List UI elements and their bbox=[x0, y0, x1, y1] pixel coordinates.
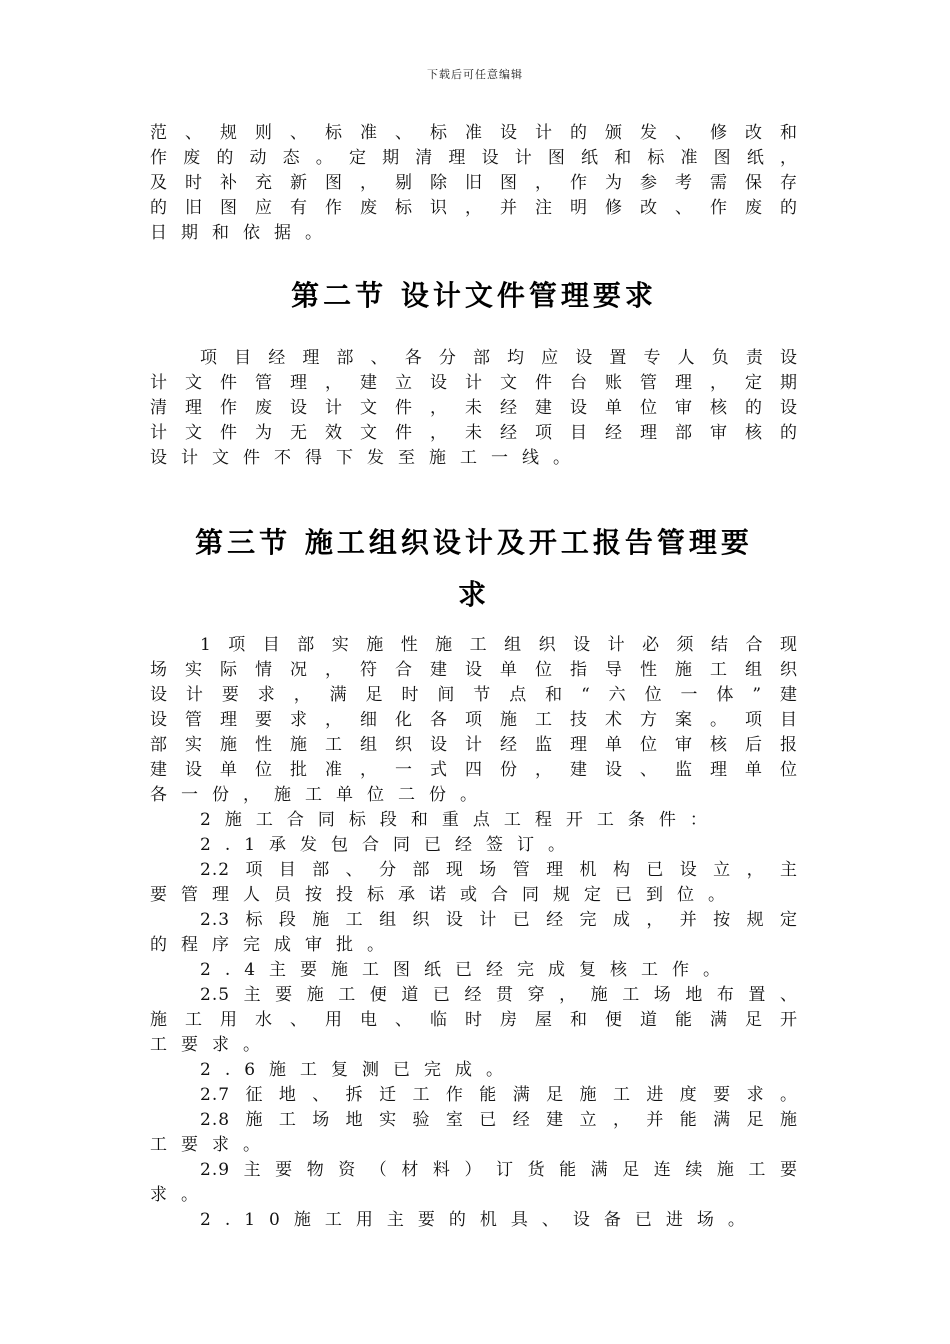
section-3-title-line-2: 求 bbox=[457, 578, 490, 611]
section-3-line: 2.10施工用主要的机具、设备已进场。 bbox=[200, 1210, 759, 1230]
section-3-line: 工要求。 bbox=[150, 1135, 274, 1155]
section-1-body bbox=[150, 121, 798, 246]
section-2-line: 清理作废设计文件，未经建设单位审核的设 bbox=[150, 398, 798, 418]
section-3-line: 要管理人员按投标承诺或合同规定已到位。 bbox=[150, 885, 739, 905]
section-3-line: 各一份，施工单位二份。 bbox=[150, 785, 491, 805]
section-3-body bbox=[150, 633, 798, 1233]
section-3-line: 场实际情况，符合建设单位指导性施工组织 bbox=[150, 660, 798, 680]
section-3-line: 施工用水、用电、临时房屋和便道能满足开 bbox=[150, 1010, 798, 1030]
document-body bbox=[150, 121, 798, 1233]
section-3-line: 2.6施工复测已完成。 bbox=[200, 1060, 518, 1080]
section-3-line: 2.2项目部、分部现场管理机构已设立，主 bbox=[200, 860, 798, 880]
section-3-line: 2施工合同标段和重点工程开工条件： bbox=[200, 810, 721, 830]
section-3-line: 的程序完成审批。 bbox=[150, 935, 398, 955]
section-2-body bbox=[150, 346, 798, 471]
section-2-line: 计文件管理，建立设计文件台账管理，定期 bbox=[150, 373, 798, 393]
section-3-line: 2.8施工场地实验室已经建立，并能满足施 bbox=[200, 1110, 798, 1130]
section-3-line: 2.5主要施工便道已经贯穿，施工场地布置、 bbox=[200, 985, 798, 1005]
section-1-line: 作废的动态。定期清理设计图纸和标准图纸， bbox=[150, 148, 798, 168]
section-3-line: 1项目部实施性施工组织设计必须结合现 bbox=[200, 635, 798, 655]
section-3-line: 部实施性施工组织设计经监理单位审核后报 bbox=[150, 735, 798, 755]
page-header: 下载后可任意编辑 bbox=[427, 68, 523, 81]
section-3-line: 求。 bbox=[150, 1185, 212, 1205]
section-3-line: 2.4主要施工图纸已经完成复核工作。 bbox=[200, 960, 735, 980]
section-3-line: 2.9主要物资（材料）订货能满足连续施工要 bbox=[200, 1160, 798, 1180]
section-3-line: 设管理要求，细化各项施工技术方案。项目 bbox=[150, 710, 798, 730]
section-2-title: 第二节 设计文件管理要求 bbox=[291, 279, 657, 312]
section-3-title bbox=[150, 517, 798, 621]
section-3-line: 设计要求，满足时间节点和“六位一体”建 bbox=[150, 685, 798, 705]
section-3-line: 2.7征地、拆迁工作能满足施工进度要求。 bbox=[200, 1085, 798, 1105]
section-1-line: 范、规则、标准、标准设计的颁发、修改和 bbox=[150, 123, 798, 143]
section-1-line: 的旧图应有作废标识，并注明修改、作废的 bbox=[150, 198, 798, 218]
section-3-title-line-1: 第三节 施工组织设计及开工报告管理要 bbox=[195, 526, 753, 559]
section-1-line: 及时补充新图，剔除旧图，作为参考需保存 bbox=[150, 173, 798, 193]
section-2-line: 计文件为无效文件，未经项目经理部审核的 bbox=[150, 423, 798, 443]
section-2-line: 项目经理部、各分部均应设置专人负责设 bbox=[200, 348, 798, 368]
section-3-line: 2.3标段施工组织设计已经完成，并按规定 bbox=[200, 910, 798, 930]
section-3-line: 建设单位批准，一式四份，建设、监理单位 bbox=[150, 760, 798, 780]
section-3-line: 工要求。 bbox=[150, 1035, 274, 1055]
section-2-line: 设计文件不得下发至施工一线。 bbox=[150, 448, 584, 468]
section-1-line: 日期和依据。 bbox=[150, 223, 336, 243]
section-3-line: 2.1承发包合同已经签订。 bbox=[200, 835, 580, 855]
